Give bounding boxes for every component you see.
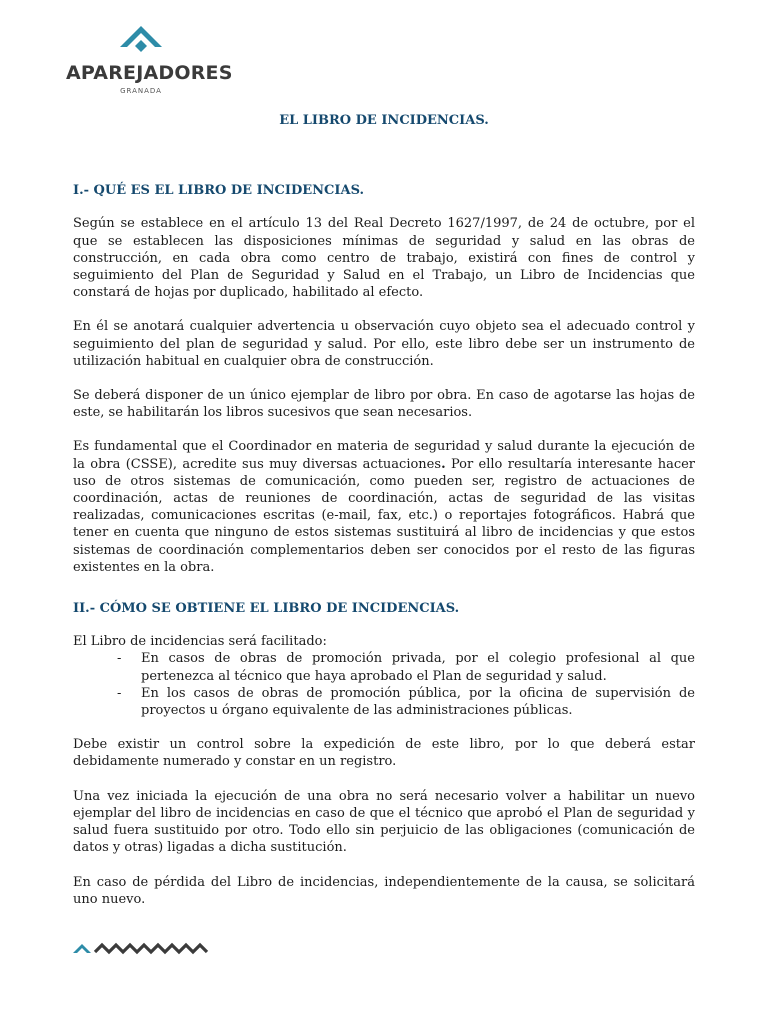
list-item: - En casos de obras de promoción privada, por el colegio profesional al que pertenezca al técnico que haya aprobado el Plan de seguridad y salud. xyxy=(141,650,695,684)
section-1-paragraph-4 xyxy=(73,438,695,576)
section-2-paragraph-3: En caso de pérdida del Libro de incidencias, independientemente de la causa, se solicitará uno nuevo. xyxy=(73,874,695,907)
list-item: - En los casos de obras de promoción pública, por la oficina de supervisión de proyectos u órgano equivalente de las administraciones públicas. xyxy=(141,685,695,719)
section-1-paragraph-1: Según se establece en el artículo 13 del Real Decreto 1627/1997, de 24 de octubre, por el que se establecen las disposiciones mínimas de seguridad y salud en las obras de construcción, en cada obra como centro de trabajo, existirá con fines de control y seguimiento del Plan de Seguridad y Salud en el Trabajo, un Libro de Incidencias que constará de hojas por duplicado, habilitado al efecto. xyxy=(73,216,695,301)
section-2-intro: El Libro de incidencias será facilitado: xyxy=(73,634,327,650)
logo-chevron-icon xyxy=(120,26,162,54)
document-title: EL LIBRO DE INCIDENCIAS. xyxy=(279,113,489,128)
section-2-heading: II.- CÓMO SE OBTIENE EL LIBRO DE INCIDENCIAS. xyxy=(73,601,460,617)
brand-subtitle: GRANADA xyxy=(120,87,162,95)
section-1-paragraph-4-part-b: Por ello resultaría interesante hacer uso de otros sistemas de comunicación, como pueden ser, registro de actuaciones de coordinación, actas de reuniones de coordinación, actas de seguridad de las visitas realizadas, comunicaciones escritas (e-mail, fax, etc.) o reportajes fotográficos. Habrá que tener en cuenta que ninguno de estos sistemas sustituirá al libro de incidencias y que estos sistemas de coordinación complementarios deben ser conocidos por el resto de las figuras existentes en la obra. xyxy=(73,456,696,575)
section-1-paragraph-3: Se deberá disponer de un único ejemplar de libro por obra. En caso de agotarse las hojas de este, se habilitarán los libros sucesivos que sean necesarios. xyxy=(73,388,695,421)
aparejadores-logo xyxy=(66,26,233,98)
section-1-paragraph-4-part-a: Es fundamental que el Coordinador en materia de seguridad y salud durante la ejecución de la obra (CSSE), acredite sus muy diversas actuaciones xyxy=(73,439,695,472)
section-2-paragraph-2: Una vez iniciada la ejecución de una obra no será necesario volver a habilitar un nuevo ejemplar del libro de incidencias en caso de que el técnico que aprobó el Plan de seguridad y salud fuera sustituido por otro. Todo ello sin perjuicio de las obligaciones (comunicación de datos y otras) ligadas a dicha sustitución. xyxy=(73,788,695,856)
zigzag-icon xyxy=(73,940,209,956)
section-1-heading: I.- QUÉ ES EL LIBRO DE INCIDENCIAS. xyxy=(73,183,365,199)
section-2-list xyxy=(73,650,695,719)
footer-zigzag-decoration xyxy=(73,940,209,960)
document-body xyxy=(73,112,695,925)
section-1-paragraph-2: En él se anotará cualquier advertencia u observación cuyo objeto sea el adecuado control y seguimiento del plan de seguridad y salud. Por ello, este libro debe ser un instrumento de utilización habitual en cualquier obra de construcción. xyxy=(73,319,695,369)
brand-name: APAREJADORES xyxy=(66,62,233,84)
section-1-paragraph-4-bold-dot: . xyxy=(441,456,446,472)
section-2-paragraph-1: Debe existir un control sobre la expedición de este libro, por lo que deberá estar debidamente numerado y constar en un registro. xyxy=(73,737,695,770)
